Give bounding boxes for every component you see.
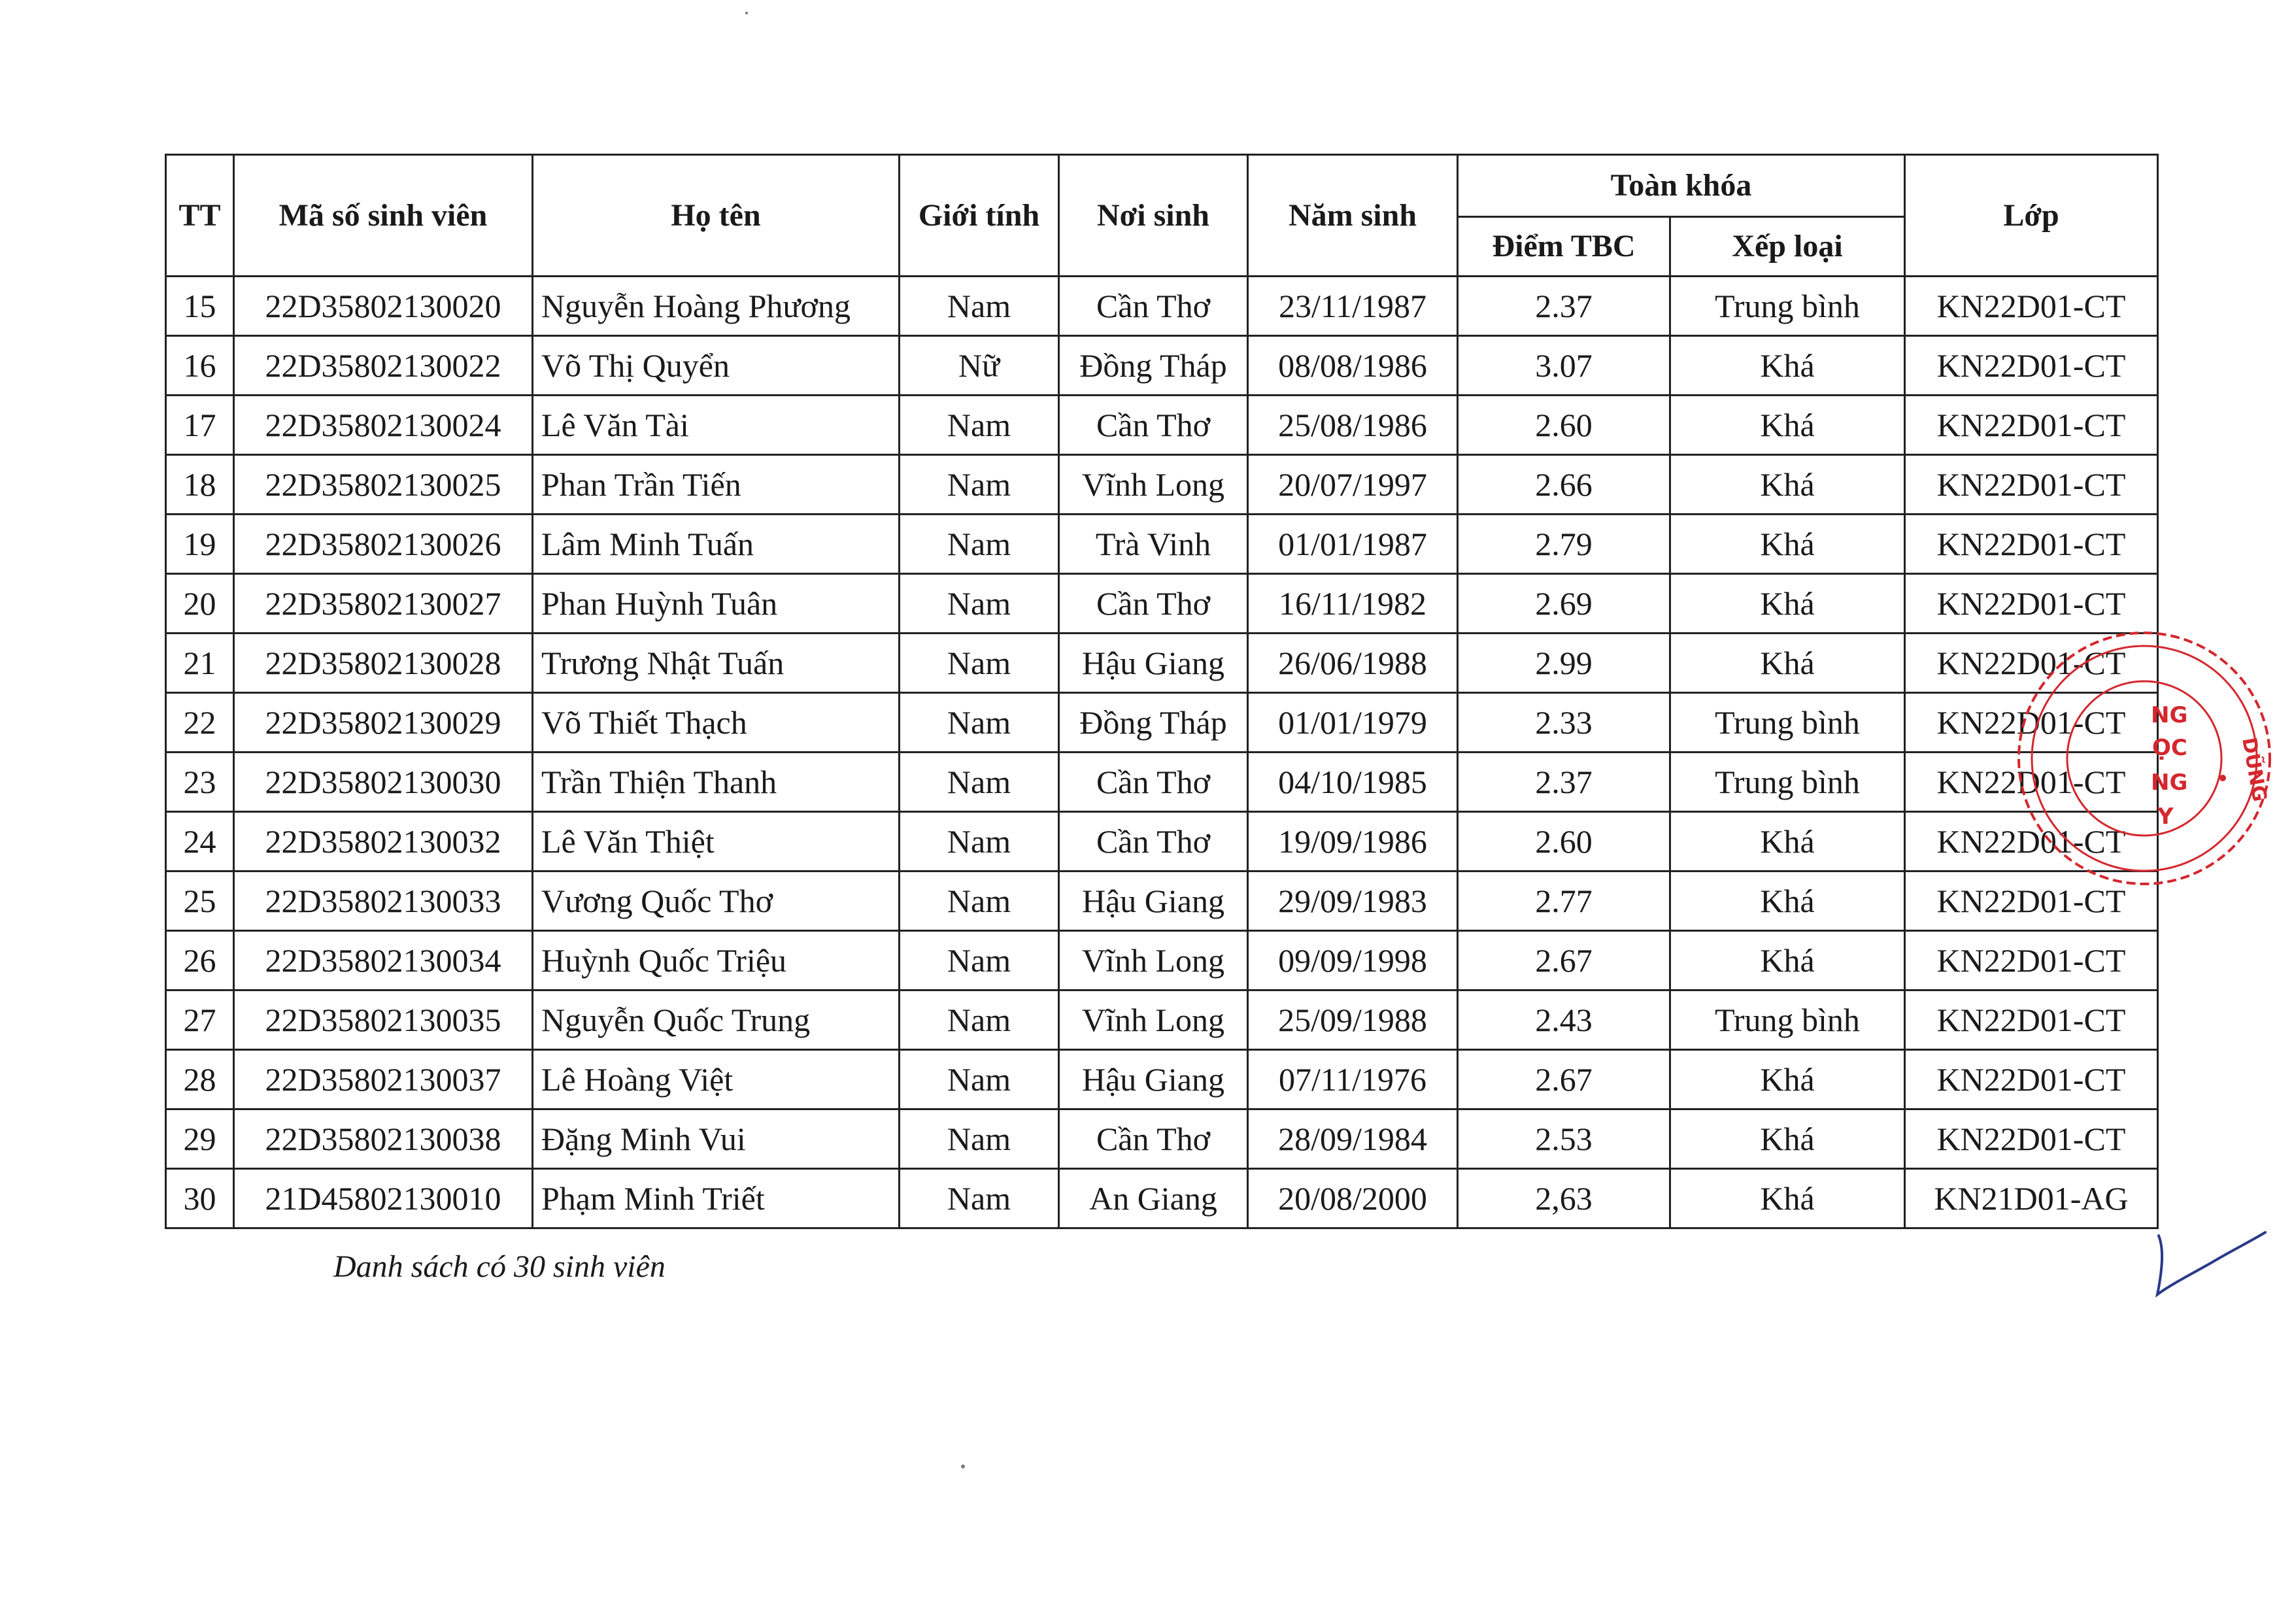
header-student-id: Mã số sinh viên — [234, 155, 533, 277]
cell-gender: Nam — [900, 574, 1059, 634]
table-row — [166, 574, 2158, 634]
cell-rank: Khá — [1670, 1169, 1905, 1228]
table-row — [166, 693, 2158, 753]
cell-full-name: Trần Thiện Thanh — [533, 753, 900, 812]
cell-student-id: 22D35802130028 — [234, 634, 533, 693]
cell-gpa: 2.37 — [1458, 753, 1670, 812]
cell-birth-date: 08/08/1986 — [1248, 336, 1458, 396]
cell-gender: Nam — [900, 396, 1059, 455]
cell-student-id: 21D45802130010 — [234, 1169, 533, 1228]
cell-tt: 24 — [166, 812, 234, 871]
header-rank: Xếp loại — [1670, 217, 1905, 277]
seal-text-4: Y — [2157, 804, 2174, 830]
cell-gender: Nam — [900, 455, 1059, 515]
cell-birthplace: Vĩnh Long — [1059, 455, 1248, 515]
footer-note: Danh sách có 30 sinh viên — [333, 1249, 666, 1284]
cell-birthplace: Vĩnh Long — [1059, 931, 1248, 990]
cell-gpa: 2,63 — [1458, 1169, 1670, 1228]
table-body — [166, 277, 2158, 1228]
cell-class: KN22D01-CT — [1905, 634, 2158, 693]
official-seal — [2066, 621, 2271, 896]
cell-gpa: 2.77 — [1458, 871, 1670, 931]
cell-full-name: Nguyễn Quốc Trung — [533, 990, 900, 1050]
cell-full-name: Lâm Minh Tuấn — [533, 515, 900, 574]
cell-rank: Khá — [1670, 871, 1905, 931]
table-row — [166, 753, 2158, 812]
seal-text-3: NG — [2151, 770, 2188, 796]
cell-rank: Khá — [1670, 1109, 1905, 1169]
cell-student-id: 22D35802130022 — [234, 336, 533, 396]
table-row — [166, 515, 2158, 574]
cell-full-name: Lê Văn Thiệt — [533, 812, 900, 871]
cell-student-id: 22D35802130027 — [234, 574, 533, 634]
cell-rank: Khá — [1670, 812, 1905, 871]
cell-full-name: Võ Thị Quyển — [533, 336, 900, 396]
cell-birth-date: 26/06/1988 — [1248, 634, 1458, 693]
cell-gpa: 2.60 — [1458, 396, 1670, 455]
cell-birthplace: Cần Thơ — [1059, 1109, 1248, 1169]
cell-tt: 16 — [166, 336, 234, 396]
cell-full-name: Lê Hoàng Việt — [533, 1050, 900, 1109]
cell-birth-date: 07/11/1976 — [1248, 1050, 1458, 1109]
cell-full-name: Phạm Minh Triết — [533, 1169, 900, 1228]
cell-birthplace: Trà Vinh — [1059, 515, 1248, 574]
cell-full-name: Phan Trần Tiến — [533, 455, 900, 515]
cell-student-id: 22D35802130026 — [234, 515, 533, 574]
header-birth-date: Năm sinh — [1248, 155, 1458, 277]
cell-gpa: 2.79 — [1458, 515, 1670, 574]
cell-class: KN22D01-CT — [1905, 396, 2158, 455]
cell-rank: Trung bình — [1670, 753, 1905, 812]
cell-tt: 28 — [166, 1050, 234, 1109]
cell-gender: Nam — [900, 1109, 1059, 1169]
cell-birth-date: 09/09/1998 — [1248, 931, 1458, 990]
cell-rank: Khá — [1670, 634, 1905, 693]
cell-class: KN22D01-CT — [1905, 990, 2158, 1050]
cell-gpa: 2.60 — [1458, 812, 1670, 871]
cell-tt: 15 — [166, 277, 234, 336]
table-row — [166, 990, 2158, 1050]
cell-student-id: 22D35802130033 — [234, 871, 533, 931]
header-tt: TT — [166, 155, 234, 277]
cell-birthplace: Đồng Tháp — [1059, 336, 1248, 396]
cell-tt: 20 — [166, 574, 234, 634]
cell-gpa: 3.07 — [1458, 336, 1670, 396]
table-header — [166, 155, 2158, 277]
table-row — [166, 396, 2158, 455]
scan-speck — [961, 1464, 965, 1468]
cell-birth-date: 25/08/1986 — [1248, 396, 1458, 455]
cell-tt: 30 — [166, 1169, 234, 1228]
cell-gpa: 2.43 — [1458, 990, 1670, 1050]
cell-student-id: 22D35802130020 — [234, 277, 533, 336]
scan-speck — [745, 12, 748, 14]
cell-class: KN22D01-CT — [1905, 1050, 2158, 1109]
cell-gpa: 2.99 — [1458, 634, 1670, 693]
header-overall: Toàn khóa — [1458, 155, 1905, 217]
cell-tt: 19 — [166, 515, 234, 574]
cell-birthplace: Cần Thơ — [1059, 812, 1248, 871]
cell-birth-date: 04/10/1985 — [1248, 753, 1458, 812]
cell-gpa: 2.33 — [1458, 693, 1670, 753]
cell-rank: Khá — [1670, 396, 1905, 455]
cell-gender: Nam — [900, 277, 1059, 336]
cell-tt: 29 — [166, 1109, 234, 1169]
table-row — [166, 871, 2158, 931]
table-row — [166, 812, 2158, 871]
cell-student-id: 22D35802130030 — [234, 753, 533, 812]
cell-rank: Trung bình — [1670, 277, 1905, 336]
cell-full-name: Huỳnh Quốc Triệu — [533, 931, 900, 990]
cell-birthplace: Hậu Giang — [1059, 871, 1248, 931]
cell-student-id: 22D35802130032 — [234, 812, 533, 871]
cell-class: KN22D01-CT — [1905, 693, 2158, 753]
cell-class: KN22D01-CT — [1905, 812, 2158, 871]
cell-birthplace: Cần Thơ — [1059, 396, 1248, 455]
cell-rank: Khá — [1670, 336, 1905, 396]
cell-birth-date: 28/09/1984 — [1248, 1109, 1458, 1169]
cell-gender: Nữ — [900, 336, 1059, 396]
table-row — [166, 455, 2158, 515]
cell-tt: 21 — [166, 634, 234, 693]
cell-rank: Khá — [1670, 574, 1905, 634]
cell-student-id: 22D35802130024 — [234, 396, 533, 455]
header-birthplace: Nơi sinh — [1059, 155, 1248, 277]
table-row — [166, 277, 2158, 336]
cell-class: KN22D01-CT — [1905, 1109, 2158, 1169]
cell-gender: Nam — [900, 931, 1059, 990]
cell-student-id: 22D35802130034 — [234, 931, 533, 990]
cell-class: KN22D01-CT — [1905, 753, 2158, 812]
cell-gpa: 2.66 — [1458, 455, 1670, 515]
cell-gender: Nam — [900, 515, 1059, 574]
header-class: Lớp — [1905, 155, 2158, 277]
handwritten-signature — [2151, 1223, 2269, 1308]
cell-birth-date: 20/07/1997 — [1248, 455, 1458, 515]
cell-birth-date: 19/09/1986 — [1248, 812, 1458, 871]
cell-full-name: Nguyễn Hoàng Phương — [533, 277, 900, 336]
cell-gpa: 2.67 — [1458, 931, 1670, 990]
cell-gender: Nam — [900, 990, 1059, 1050]
cell-rank: Khá — [1670, 1050, 1905, 1109]
cell-gender: Nam — [900, 871, 1059, 931]
cell-full-name: Phan Huỳnh Tuân — [533, 574, 900, 634]
cell-birth-date: 25/09/1988 — [1248, 990, 1458, 1050]
cell-birthplace: Cần Thơ — [1059, 753, 1248, 812]
cell-tt: 18 — [166, 455, 234, 515]
cell-student-id: 22D35802130025 — [234, 455, 533, 515]
cell-class: KN22D01-CT — [1905, 931, 2158, 990]
cell-birthplace: Cần Thơ — [1059, 277, 1248, 336]
seal-text-2: ỌC — [2152, 735, 2187, 761]
header-gpa: Điểm TBC — [1458, 217, 1670, 277]
table-row — [166, 1050, 2158, 1109]
cell-birth-date: 29/09/1983 — [1248, 871, 1458, 931]
cell-birthplace: Vĩnh Long — [1059, 990, 1248, 1050]
cell-birthplace: Hậu Giang — [1059, 1050, 1248, 1109]
cell-student-id: 22D35802130038 — [234, 1109, 533, 1169]
cell-full-name: Vương Quốc Thơ — [533, 871, 900, 931]
cell-gender: Nam — [900, 812, 1059, 871]
cell-gender: Nam — [900, 753, 1059, 812]
cell-rank: Khá — [1670, 931, 1905, 990]
cell-gpa: 2.67 — [1458, 1050, 1670, 1109]
cell-birth-date: 23/11/1987 — [1248, 277, 1458, 336]
seal-text-arc: DŨNG — [2237, 736, 2271, 804]
cell-gpa: 2.53 — [1458, 1109, 1670, 1169]
cell-gpa: 2.37 — [1458, 277, 1670, 336]
cell-class: KN22D01-CT — [1905, 871, 2158, 931]
table-row — [166, 1109, 2158, 1169]
cell-gender: Nam — [900, 634, 1059, 693]
cell-tt: 23 — [166, 753, 234, 812]
cell-gender: Nam — [900, 1050, 1059, 1109]
cell-full-name: Đặng Minh Vui — [533, 1109, 900, 1169]
cell-class: KN22D01-CT — [1905, 574, 2158, 634]
cell-gender: Nam — [900, 693, 1059, 753]
cell-birthplace: Cần Thơ — [1059, 574, 1248, 634]
cell-birth-date: 16/11/1982 — [1248, 574, 1458, 634]
cell-gender: Nam — [900, 1169, 1059, 1228]
header-full-name: Họ tên — [533, 155, 900, 277]
cell-tt: 25 — [166, 871, 234, 931]
cell-tt: 26 — [166, 931, 234, 990]
cell-tt: 22 — [166, 693, 234, 753]
table-row — [166, 336, 2158, 396]
cell-gpa: 2.69 — [1458, 574, 1670, 634]
cell-class: KN22D01-CT — [1905, 455, 2158, 515]
cell-student-id: 22D35802130029 — [234, 693, 533, 753]
cell-birth-date: 20/08/2000 — [1248, 1169, 1458, 1228]
cell-full-name: Trương Nhật Tuấn — [533, 634, 900, 693]
cell-rank: Khá — [1670, 515, 1905, 574]
cell-birth-date: 01/01/1987 — [1248, 515, 1458, 574]
cell-birthplace: Đồng Tháp — [1059, 693, 1248, 753]
cell-student-id: 22D35802130037 — [234, 1050, 533, 1109]
table-row — [166, 1169, 2158, 1228]
cell-student-id: 22D35802130035 — [234, 990, 533, 1050]
header-gender: Giới tính — [900, 155, 1059, 277]
student-roster-table — [165, 154, 2159, 1229]
table-row — [166, 634, 2158, 693]
cell-class: KN22D01-CT — [1905, 515, 2158, 574]
cell-tt: 27 — [166, 990, 234, 1050]
cell-birthplace: Hậu Giang — [1059, 634, 1248, 693]
cell-class: KN22D01-CT — [1905, 277, 2158, 336]
table-row — [166, 931, 2158, 990]
cell-birthplace: An Giang — [1059, 1169, 1248, 1228]
cell-full-name: Lê Văn Tài — [533, 396, 900, 455]
cell-full-name: Võ Thiết Thạch — [533, 693, 900, 753]
seal-text-1: NG — [2151, 702, 2188, 728]
cell-birth-date: 01/01/1979 — [1248, 693, 1458, 753]
cell-rank: Trung bình — [1670, 990, 1905, 1050]
cell-class: KN22D01-CT — [1905, 336, 2158, 396]
cell-rank: Khá — [1670, 455, 1905, 515]
cell-rank: Trung bình — [1670, 693, 1905, 753]
cell-tt: 17 — [166, 396, 234, 455]
cell-class: KN21D01-AG — [1905, 1169, 2158, 1228]
